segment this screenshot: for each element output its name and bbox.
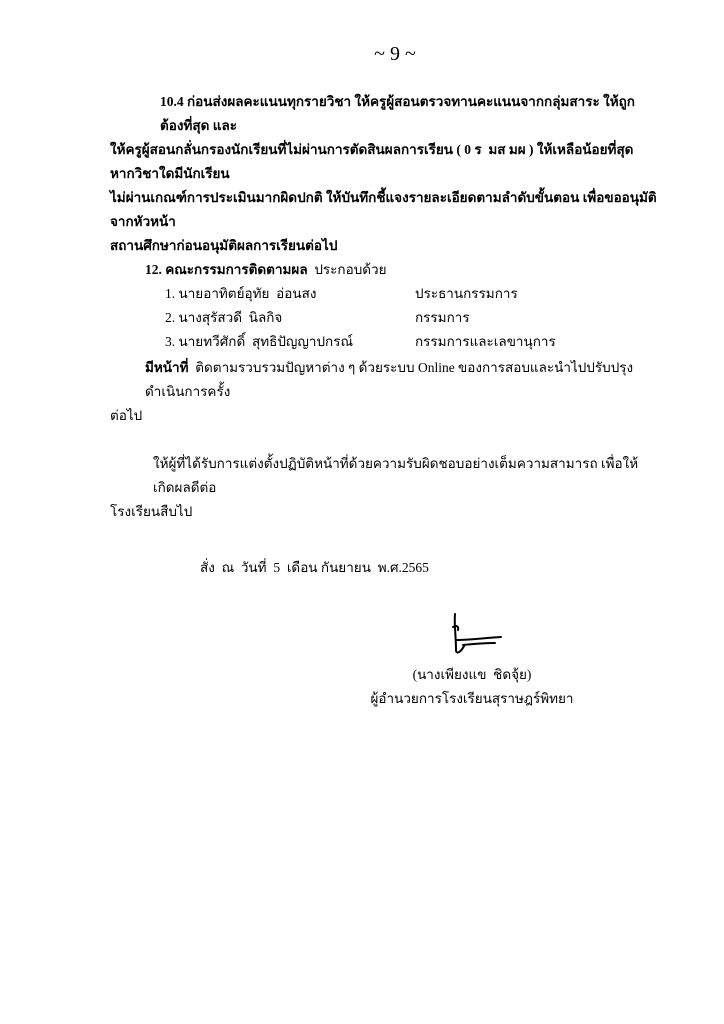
document-body: [110, 90, 658, 710]
paragraph-line: ให้ครูผู้สอนกลั่นกรองนักเรียนที่ไม่ผ่านการตัดสินผลการเรียน ( 0 ร มส มผ ) ให้เหลือน้อยที่สุด หากวิชาใดมีนักเรียน: [110, 142, 637, 181]
duty-continuation: ต่อไป: [110, 408, 143, 423]
signature-image: [437, 610, 507, 660]
signatory-position: ผู้อำนวยการโรงเรียนสุราษฎร์พิทยา: [370, 691, 574, 706]
member-role: กรรมการ: [415, 310, 470, 325]
signature-stroke: [463, 643, 495, 645]
committee-member: [110, 306, 658, 330]
member-name: นายทวีศักดิ์ สุทธิปัญญาปกรณ์: [178, 334, 354, 349]
member-role: กรรมการและเลขานุการ: [415, 334, 556, 349]
paragraph-line: ให้ผู้ที่ได้รับการแต่งตั้งปฏิบัติหน้าที่ด้วยความรับผิดชอบอย่างเต็มความสามารถ เพื่อให้เกิดผลดีต่อ: [153, 456, 639, 495]
duty-label: มีหน้าที่: [145, 360, 189, 375]
member-name: นายอาทิตย์อุทัย อ่อนสง: [178, 286, 317, 301]
section-12-heading: [110, 258, 658, 282]
member-name: นางสุรัสวดี นิลกิจ: [178, 310, 283, 325]
member-role: ประธานกรรมการ: [415, 286, 518, 301]
signature-block: [357, 610, 587, 710]
paragraph-line: 10.4 ก่อนส่งผลคะแนนทุกรายวิชา ให้ครูผู้สอนตรวจทานคะแนนจากกลุ่มสาระ ให้ถูกต้องที่สุด และ: [160, 94, 635, 133]
committee-member: [110, 330, 658, 354]
signature-stroke: [457, 637, 501, 640]
page-number: ~ 9 ~: [374, 43, 416, 65]
section-10-4-paragraph: [110, 90, 658, 258]
paragraph-line: ไม่ผ่านเกณฑ์การประเมินมากผิดปกติ ให้บันทึกชี้แจงรายละเอียดตามลำดับขั้นตอน เพื่อขออนุมัติจากหัวหน้า: [110, 190, 657, 229]
closing-paragraph: [110, 452, 658, 524]
committee-duty: [110, 356, 658, 404]
signature-stroke: [455, 614, 464, 653]
member-number: 2.: [165, 310, 176, 325]
section-heading-suffix: ประกอบด้วย: [314, 262, 387, 277]
member-number: 3.: [165, 334, 176, 349]
paragraph-line: สถานศึกษาก่อนอนุมัติผลการเรียนต่อไป: [110, 238, 338, 253]
duty-text: ติดตามรวบรวมปัญหาต่าง ๆ ด้วยระบบ Online ของการสอบและนำไปปรับปรุงดำเนินการครั้ง: [145, 360, 634, 399]
paragraph-line: โรงเรียนสืบไป: [110, 504, 193, 519]
section-heading-title: 12. คณะกรรมการติดตามผล: [145, 262, 308, 277]
committee-member: [110, 282, 658, 306]
member-number: 1.: [165, 286, 176, 301]
signatory-name: (นางเพียงแข ชิดจุ้ย): [412, 667, 532, 682]
committee-list: [110, 282, 658, 354]
order-date: สั่ง ณ วันที่ 5 เดือน กันยายน พ.ศ.2565: [200, 560, 429, 575]
